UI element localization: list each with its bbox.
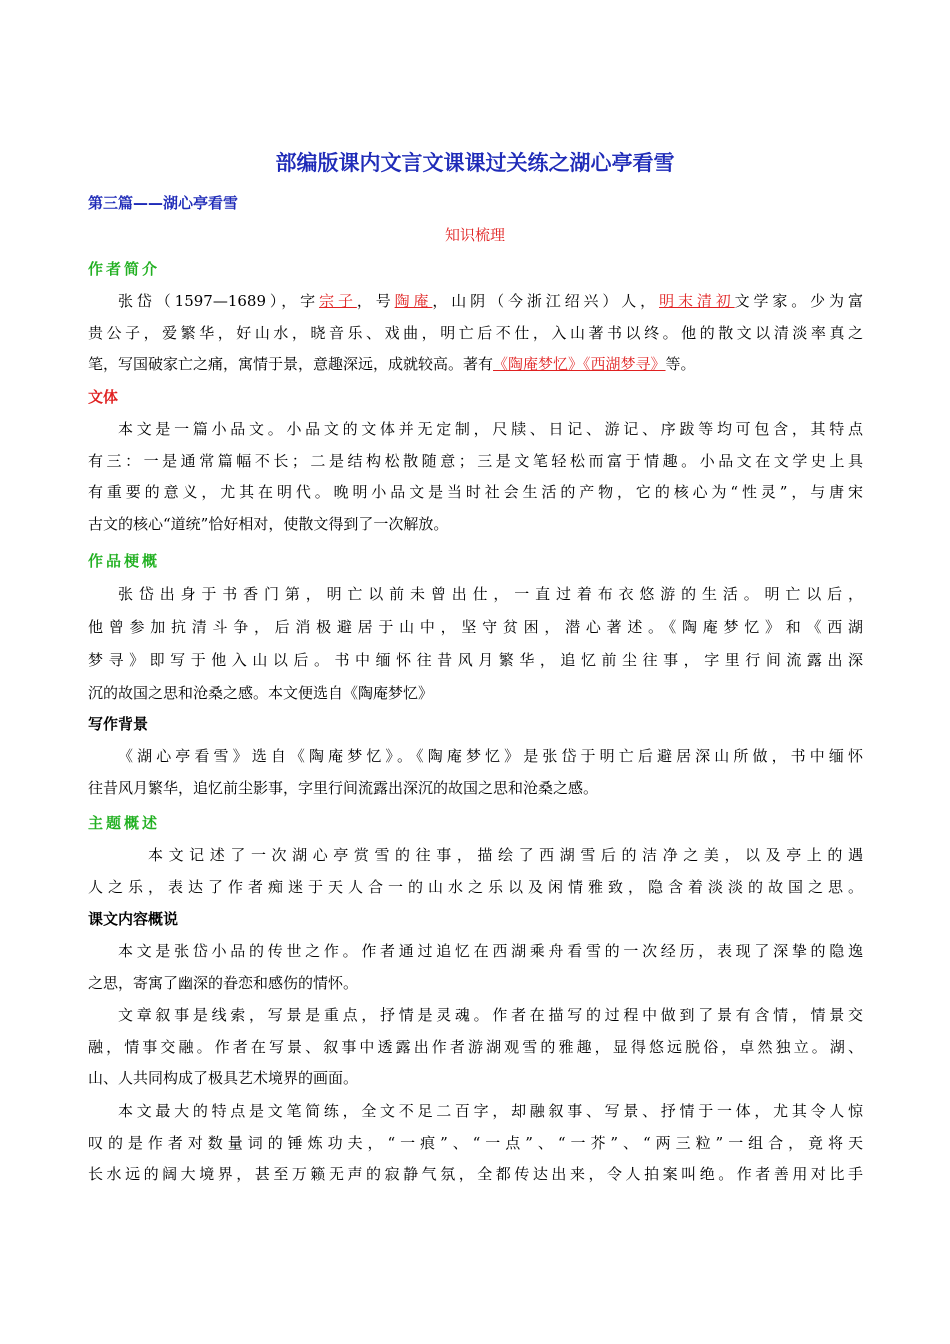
text: 张岱（1597—1689），字 [118, 292, 320, 310]
author-line-2: 贵公子，爱繁华，好山水，晓音乐、戏曲，明亡后不仕，入山著书以终。他的散文以清淡率真之 [88, 323, 863, 342]
summary-paragraph [88, 578, 863, 710]
summary-line: 他曾参加抗清斗争，后消极避居于山中，坚守贫困，潜心著述。《陶庵梦忆》和《西湖 [88, 618, 863, 636]
content-line: 山、人共同构成了极具艺术境界的画面。 [88, 1069, 359, 1087]
link-hao[interactable]: 陶庵 [394, 292, 433, 310]
background-line: 《湖心亭看雪》选自《陶庵梦忆》。《陶庵梦忆》是张岱于明亡后避居深山所做，书中缅怀 [118, 747, 863, 765]
content-line: 叹的是作者对数量词的锤炼功夫，“一痕”、“一点”、“一芥”、“两三粒”一组合，竟将天 [88, 1133, 863, 1152]
author-paragraph [88, 286, 863, 381]
summary-line: 沉的故国之思和沧桑之感。本文便选自《陶庵梦忆》 [88, 684, 434, 702]
heading-theme: 主题概述 [88, 814, 161, 832]
genre-paragraph [88, 414, 863, 540]
genre-line: 有重要的意义，尤其在明代。晚明小品文是当时社会生活的产物，它的核心为“性灵”，与唐宋 [88, 483, 863, 501]
content-line: 本文最大的特点是文笔简练，全文不足二百字，却融叙事、写景、抒情于一体，尤其令人惊 [118, 1102, 863, 1120]
content-line: 融，情事交融。作者在写景、叙事中透露出作者游湖观雪的雅趣，显得悠远脱俗，卓然独立。湖、 [88, 1037, 863, 1056]
link-era[interactable]: 明末清初 [659, 292, 735, 310]
author-line-3 [88, 349, 863, 381]
text: 笔，写国破家亡之痛，寓情于景，意趣深远，成就较高。著有 [88, 355, 494, 373]
link-zi[interactable]: 宗子 [319, 292, 357, 310]
heading-content: 课文内容概说 [88, 910, 179, 928]
chapter-subtitle: 第三篇——湖心亭看雪 [88, 194, 239, 212]
document-title: 部编版课内文言文课课过关练之湖心亭看雪 [275, 151, 675, 175]
genre-line: 有三：一是通常篇幅不长；二是结构松散随意；三是文笔轻松而富于情趣。小品文在文学史上具 [88, 451, 863, 470]
content-line: 长水远的阔大境界，甚至万籁无声的寂静气氛，全都传达出来，令人拍案叫绝。作者善用对比手 [88, 1165, 863, 1183]
heading-summary: 作品梗概 [88, 552, 161, 570]
text: 等。 [665, 355, 696, 373]
genre-line: 本文是一篇小品文。小品文的文体并无定制，尺牍、日记、游记、序跋等均可包含，其特点 [118, 420, 863, 438]
heading-author: 作者简介 [88, 260, 161, 278]
content-paragraph-3 [88, 1096, 863, 1191]
text: 文学家。少为富 [734, 292, 863, 310]
author-line-1 [88, 286, 863, 318]
text: ，号 [356, 292, 395, 310]
theme-line: 人之乐，表达了作者痴迷于天人合一的山水之乐以及闲情雅致，隐含着淡淡的故国之思。 [88, 877, 863, 896]
section-label: 知识梳理 [444, 226, 505, 244]
summary-line: 张岱出身于书香门第，明亡以前未曾出仕，一直过着布衣悠游的生活。明亡以后， [118, 585, 863, 603]
content-paragraph-1 [88, 936, 863, 999]
background-paragraph [88, 741, 863, 804]
content-paragraph-2 [88, 1000, 863, 1095]
content-line: 本文是张岱小品的传世之作。作者通过追忆在西湖乘舟看雪的一次经历，表现了深挚的隐逸 [118, 942, 863, 960]
summary-line: 梦寻》即写于他入山以后。书中缅怀往昔风月繁华，追忆前尘往事，字里行间流露出深 [88, 651, 863, 669]
text: ，山阴（今浙江绍兴）人， [432, 292, 660, 310]
theme-line: 本文记述了一次湖心亭赏雪的往事，描绘了西湖雪后的洁净之美，以及亭上的遇 [148, 846, 863, 864]
content-line: 文章叙事是线索，写景是重点，抒情是灵魂。作者在描写的过程中做到了景有含情，情景交 [118, 1006, 863, 1024]
content-line: 之思，寄寓了幽深的眷恋和感伤的情怀。 [88, 973, 359, 992]
genre-line: 古文的核心“道统”恰好相对，使散文得到了一次解放。 [88, 514, 449, 533]
background-line: 往昔风月繁华，追忆前尘影事，字里行间流露出深沉的故国之思和沧桑之感。 [88, 778, 599, 797]
heading-genre: 文体 [88, 388, 119, 406]
link-works[interactable]: 《陶庵梦忆》《西湖梦寻》 [493, 355, 666, 373]
heading-background: 写作背景 [88, 715, 149, 733]
theme-paragraph [88, 840, 863, 903]
